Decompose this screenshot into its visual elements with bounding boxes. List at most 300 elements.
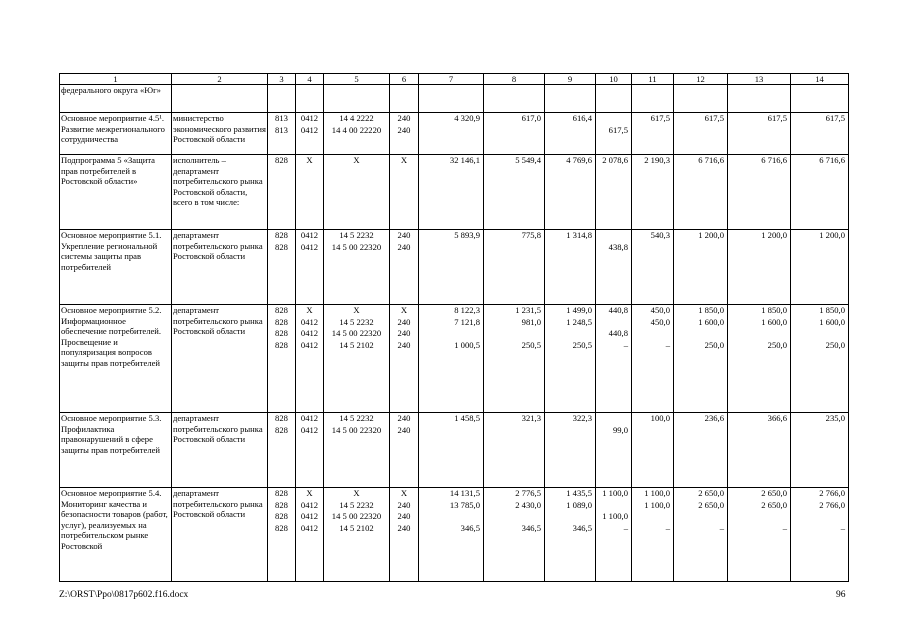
value-cell	[390, 488, 419, 582]
value-cell	[632, 113, 674, 155]
cell-line: 1 600,0	[819, 316, 845, 327]
cell-line: 1 600,0	[761, 316, 787, 327]
page-number: 96	[836, 590, 846, 600]
value-cell	[296, 230, 324, 305]
cell-line	[633, 242, 670, 254]
cell-line: 240	[397, 124, 411, 135]
cell-line: 616,4	[572, 113, 592, 123]
cell-line	[675, 125, 724, 137]
header-cell: 8	[484, 74, 545, 85]
value-cell	[545, 488, 596, 582]
cell-line: 828	[275, 230, 288, 240]
executor-name: департамент потребительского рынка Ростовской области	[173, 488, 263, 520]
activity-name-cell	[60, 113, 172, 155]
cell-line	[546, 425, 592, 437]
value-cell	[268, 305, 296, 413]
value-cell	[674, 85, 728, 113]
cell-line: X	[306, 155, 313, 165]
value-cell	[728, 305, 791, 413]
header-cell: 1	[60, 74, 172, 85]
cell-line: 2 078,6	[602, 155, 628, 165]
cell-line: 2 650,0	[761, 488, 787, 498]
value-cell	[596, 230, 632, 305]
table-row	[60, 305, 849, 413]
value-cell	[324, 488, 390, 582]
table-row	[60, 413, 849, 488]
value-cell	[791, 155, 849, 230]
cell-line: 1 850,0	[761, 305, 787, 315]
cell-line: X	[400, 155, 408, 165]
header-cell: 9	[545, 74, 596, 85]
header-cell: 10	[596, 74, 632, 85]
cell-line: 1 200,0	[698, 230, 724, 240]
value-cell	[791, 488, 849, 582]
value-cell	[596, 85, 632, 113]
cell-line: 240	[397, 499, 411, 510]
executor-cell	[172, 155, 268, 230]
cell-line	[485, 511, 541, 523]
executor-name: департамент потребительского рынка Ростовской области	[173, 413, 263, 445]
cell-line: 240	[397, 339, 411, 350]
cell-line	[729, 328, 787, 340]
header-cell: 5	[324, 74, 390, 85]
value-cell	[324, 305, 390, 413]
cell-line	[729, 511, 787, 523]
cell-line: 1 100,0	[602, 488, 628, 498]
cell-line: 250,5	[572, 339, 592, 350]
cell-line	[485, 328, 541, 340]
activity-name: Основное мероприятие 5.2. Информационное обеспечение потребителей. Просвещение и популяризация вопросов защиты прав потребителей	[61, 305, 162, 368]
table-header-row	[60, 74, 849, 85]
cell-line: 617,5	[608, 124, 628, 135]
cell-line: 2 190,3	[644, 155, 670, 165]
cell-line: 1 600,0	[698, 316, 724, 327]
value-cell	[484, 488, 545, 582]
cell-line	[633, 328, 670, 340]
value-cell	[296, 305, 324, 413]
value-cell	[419, 85, 484, 113]
activity-name-cell	[60, 488, 172, 582]
cell-line: –	[623, 522, 628, 533]
value-cell	[596, 155, 632, 230]
value-cell	[674, 230, 728, 305]
executor-cell	[172, 413, 268, 488]
cell-line: 813	[275, 124, 288, 135]
cell-line: 240	[397, 230, 411, 240]
cell-line: 450,0	[650, 305, 670, 315]
value-cell	[390, 305, 419, 413]
value-cell	[791, 413, 849, 488]
cell-line: 14 5 2232	[339, 499, 374, 510]
value-cell	[268, 488, 296, 582]
executor-name: департамент потребительского рынка Ростовской области	[173, 230, 263, 262]
cell-line: X	[353, 305, 360, 315]
executor-name: исполнитель – департамент потребительского рынка Ростовской области, всего в том числе:	[173, 155, 263, 208]
cell-line: 250,0	[704, 339, 724, 350]
cell-line: 5 549,4	[515, 155, 541, 165]
cell-line: 235,0	[825, 413, 845, 423]
cell-line	[420, 242, 480, 254]
cell-line: 1 314,8	[566, 230, 592, 240]
value-cell	[674, 155, 728, 230]
cell-line: 617,5	[767, 113, 787, 123]
cell-line	[675, 328, 724, 340]
cell-line: 321,3	[521, 413, 541, 423]
cell-line: 0412	[300, 230, 319, 240]
value-cell	[324, 85, 390, 113]
cell-line: 6 716,6	[698, 155, 724, 165]
executor-cell	[172, 230, 268, 305]
cell-line: 0412	[300, 241, 319, 252]
cell-line: 2 766,0	[819, 488, 845, 498]
table-row	[60, 488, 849, 582]
cell-line: 7 121,8	[454, 316, 480, 327]
value-cell	[791, 85, 849, 113]
cell-line: 775,8	[521, 230, 541, 240]
cell-line	[546, 511, 592, 523]
value-cell	[419, 305, 484, 413]
cell-line: 0412	[300, 328, 319, 339]
cell-line	[420, 328, 480, 340]
cell-line: 240	[397, 413, 411, 423]
header-cell: 14	[791, 74, 849, 85]
value-cell	[545, 155, 596, 230]
file-path: Z:\ORST\Ppo\0817p602.f16.docx	[59, 590, 189, 600]
value-cell	[596, 488, 632, 582]
cell-line: 1 435,5	[566, 488, 592, 498]
value-cell	[268, 113, 296, 155]
cell-line: 1 231,5	[515, 305, 541, 315]
value-cell	[268, 230, 296, 305]
cell-line	[792, 328, 845, 340]
cell-line: 250,0	[767, 339, 787, 350]
value-cell	[632, 413, 674, 488]
cell-line: 250,5	[521, 339, 541, 350]
cell-line: 2 430,0	[515, 499, 541, 510]
cell-line: 981,0	[521, 316, 541, 327]
cell-line: 1 850,0	[819, 305, 845, 315]
value-cell	[791, 230, 849, 305]
table-body	[60, 74, 849, 582]
cell-line	[729, 242, 787, 254]
executor-cell	[172, 488, 268, 582]
header-cell: 6	[390, 74, 419, 85]
cell-line: 450,0	[650, 316, 670, 327]
cell-line: 346,5	[572, 522, 592, 533]
cell-line: 240	[397, 241, 411, 252]
value-cell	[324, 155, 390, 230]
table-row	[60, 155, 849, 230]
value-cell	[484, 113, 545, 155]
value-cell	[419, 413, 484, 488]
cell-line: 0412	[300, 511, 319, 522]
cell-line: 14 5 00 22320	[331, 241, 382, 252]
cell-line: 440,8	[608, 328, 628, 339]
cell-line: 2 766,0	[819, 499, 845, 510]
value-cell	[484, 413, 545, 488]
cell-line: 14 4 00 22220	[331, 124, 382, 135]
cell-line	[597, 113, 628, 125]
cell-line: 617,5	[825, 113, 845, 123]
cell-line: 1 100,0	[644, 499, 670, 510]
value-cell	[324, 113, 390, 155]
cell-line: 1 100,0	[602, 511, 628, 522]
value-cell	[419, 113, 484, 155]
cell-line: 346,5	[460, 522, 480, 533]
cell-line: 828	[275, 316, 288, 327]
cell-line	[597, 500, 628, 512]
cell-line: 14 5 2102	[339, 339, 374, 350]
value-cell	[390, 155, 419, 230]
cell-line: 240	[397, 424, 411, 435]
cell-line: 6 716,6	[819, 155, 845, 165]
cell-line: X	[306, 305, 313, 315]
cell-line	[597, 317, 628, 329]
cell-line: X	[353, 488, 360, 498]
value-cell	[596, 113, 632, 155]
cell-line: 14 5 00 22320	[331, 424, 382, 435]
cell-line: 322,3	[572, 413, 592, 423]
cell-line	[546, 242, 592, 254]
cell-line: 236,6	[704, 413, 724, 423]
cell-line: –	[623, 339, 628, 350]
cell-line: X	[353, 155, 360, 165]
cell-line: 14 4 2222	[339, 113, 374, 123]
cell-line: X	[400, 305, 408, 315]
executor-cell	[172, 85, 268, 113]
cell-line	[792, 125, 845, 137]
cell-line: 99,0	[612, 424, 628, 435]
value-cell	[791, 305, 849, 413]
executor-cell	[172, 305, 268, 413]
header-cell: 12	[674, 74, 728, 85]
cell-line: 0412	[300, 339, 319, 350]
cell-line: 14 5 00 22320	[331, 328, 382, 339]
cell-line: 1 850,0	[698, 305, 724, 315]
header-cell: 4	[296, 74, 324, 85]
budget-table	[59, 73, 849, 582]
cell-line: 100,0	[650, 413, 670, 423]
cell-line: 4 769,6	[566, 155, 592, 165]
activity-name-cell	[60, 305, 172, 413]
cell-line: –	[665, 522, 670, 533]
cell-line: 828	[275, 339, 288, 350]
cell-line: 828	[275, 241, 288, 252]
cell-line	[675, 511, 724, 523]
cell-line	[485, 425, 541, 437]
executor-name: министерство экономического развития Ростовской области	[173, 113, 266, 145]
cell-line: 5 893,9	[454, 230, 480, 240]
cell-line	[792, 511, 845, 523]
activity-name: Основное мероприятие 5.1. Укрепление региональной системы защиты прав потребителей	[61, 230, 162, 272]
value-cell	[728, 488, 791, 582]
cell-line: 250,0	[825, 339, 845, 350]
cell-line: –	[840, 522, 845, 533]
cell-line: 617,0	[521, 113, 541, 123]
value-cell	[545, 230, 596, 305]
cell-line: –	[665, 339, 670, 350]
cell-line: 1 458,5	[454, 413, 480, 423]
cell-line: 1 499,0	[566, 305, 592, 315]
value-cell	[596, 305, 632, 413]
cell-line: 0412	[300, 424, 319, 435]
value-cell	[728, 413, 791, 488]
cell-line: 440,8	[608, 305, 628, 315]
cell-line: –	[719, 522, 724, 533]
cell-line: X	[400, 488, 408, 498]
cell-line: 1 089,0	[566, 499, 592, 510]
cell-line: 1 200,0	[761, 230, 787, 240]
value-cell	[296, 413, 324, 488]
cell-line: 14 5 2102	[339, 522, 374, 533]
value-cell	[324, 230, 390, 305]
value-cell	[632, 155, 674, 230]
cell-line	[729, 125, 787, 137]
cell-line	[792, 425, 845, 437]
cell-line: 240	[397, 316, 411, 327]
value-cell	[390, 413, 419, 488]
activity-name-cell	[60, 155, 172, 230]
value-cell	[632, 85, 674, 113]
cell-line: 240	[397, 511, 411, 522]
value-cell	[484, 305, 545, 413]
cell-line: 540,3	[650, 230, 670, 240]
cell-line	[485, 125, 541, 137]
cell-line: X	[306, 488, 313, 498]
activity-name-cell	[60, 85, 172, 113]
activity-name-cell	[60, 230, 172, 305]
activity-name: Основное мероприятие 5.4. Мониторинг качества и безопасности товаров (работ, услуг), реализуемых на потребительском рынке Ростовской	[61, 488, 168, 551]
value-cell	[674, 488, 728, 582]
cell-line: 828	[275, 155, 288, 165]
value-cell	[419, 230, 484, 305]
cell-line: 14 5 2232	[339, 413, 374, 423]
cell-line: 8 122,3	[454, 305, 480, 315]
value-cell	[390, 113, 419, 155]
value-cell	[632, 305, 674, 413]
value-cell	[268, 155, 296, 230]
cell-line: 14 5 00 22320	[331, 511, 382, 522]
cell-line: 1 248,5	[566, 316, 592, 327]
cell-line	[675, 425, 724, 437]
activity-name: федерального округа «Юг»	[61, 85, 161, 95]
value-cell	[419, 155, 484, 230]
cell-line: 14 131,5	[449, 488, 480, 498]
cell-line: 240	[397, 113, 411, 123]
value-cell	[268, 413, 296, 488]
cell-line	[792, 242, 845, 254]
value-cell	[791, 113, 849, 155]
value-cell	[545, 85, 596, 113]
cell-line: 1 000,5	[454, 339, 480, 350]
cell-line	[675, 242, 724, 254]
cell-line: 828	[275, 522, 288, 533]
cell-line	[546, 125, 592, 137]
cell-line	[420, 125, 480, 137]
cell-line: 4 320,9	[454, 113, 480, 123]
value-cell	[545, 305, 596, 413]
value-cell	[296, 488, 324, 582]
cell-line	[597, 413, 628, 425]
cell-line: 240	[397, 522, 411, 533]
table-row	[60, 230, 849, 305]
cell-line: 438,8	[608, 241, 628, 252]
cell-line: 13 785,0	[449, 499, 480, 510]
cell-line: –	[782, 522, 787, 533]
value-cell	[728, 113, 791, 155]
cell-line: 0412	[300, 124, 319, 135]
header-cell: 2	[172, 74, 268, 85]
cell-line: 240	[397, 328, 411, 339]
table-row	[60, 85, 849, 113]
value-cell	[728, 230, 791, 305]
cell-line: 2 650,0	[698, 499, 724, 510]
cell-line: 1 100,0	[644, 488, 670, 498]
header-cell: 3	[268, 74, 296, 85]
cell-line: 1 200,0	[819, 230, 845, 240]
activity-name: Основное мероприятие 4.5¹. Развитие межрегионального сотрудничества	[61, 113, 165, 145]
value-cell	[545, 413, 596, 488]
value-cell	[484, 85, 545, 113]
cell-line: 0412	[300, 522, 319, 533]
cell-line	[633, 125, 670, 137]
value-cell	[419, 488, 484, 582]
activity-name: Подпрограмма 5 «Защита прав потребителей в Ростовской области»	[61, 155, 155, 187]
cell-line: 828	[275, 499, 288, 510]
cell-line: 828	[275, 413, 288, 423]
value-cell	[674, 113, 728, 155]
cell-line: 0412	[300, 499, 319, 510]
executor-name: департамент потребительского рынка Ростовской области	[173, 305, 263, 337]
cell-line: 828	[275, 305, 288, 315]
value-cell	[728, 85, 791, 113]
activity-name: Основное мероприятие 5.3. Профилактика правонарушений в сфере защиты прав потребителей	[61, 413, 162, 455]
value-cell	[324, 413, 390, 488]
cell-line: 346,5	[521, 522, 541, 533]
value-cell	[632, 230, 674, 305]
cell-line: 813	[275, 113, 288, 123]
value-cell	[268, 85, 296, 113]
cell-line: 2 650,0	[698, 488, 724, 498]
cell-line: 828	[275, 424, 288, 435]
cell-line	[420, 511, 480, 523]
header-cell: 11	[632, 74, 674, 85]
value-cell	[390, 85, 419, 113]
value-cell	[484, 230, 545, 305]
value-cell	[728, 155, 791, 230]
cell-line: 0412	[300, 113, 319, 123]
value-cell	[296, 85, 324, 113]
value-cell	[596, 413, 632, 488]
executor-cell	[172, 113, 268, 155]
cell-line: 366,6	[767, 413, 787, 423]
cell-line: 14 5 2232	[339, 230, 374, 240]
cell-line	[597, 230, 628, 242]
value-cell	[484, 155, 545, 230]
value-cell	[632, 488, 674, 582]
cell-line: 0412	[300, 316, 319, 327]
cell-line: 2 650,0	[761, 499, 787, 510]
cell-line	[485, 242, 541, 254]
value-cell	[296, 155, 324, 230]
value-cell	[545, 113, 596, 155]
header-cell: 13	[728, 74, 791, 85]
cell-line: 0412	[300, 413, 319, 423]
cell-line: 617,5	[650, 113, 670, 123]
cell-line: 6 716,6	[761, 155, 787, 165]
cell-line: 828	[275, 328, 288, 339]
cell-line: 14 5 2232	[339, 316, 374, 327]
